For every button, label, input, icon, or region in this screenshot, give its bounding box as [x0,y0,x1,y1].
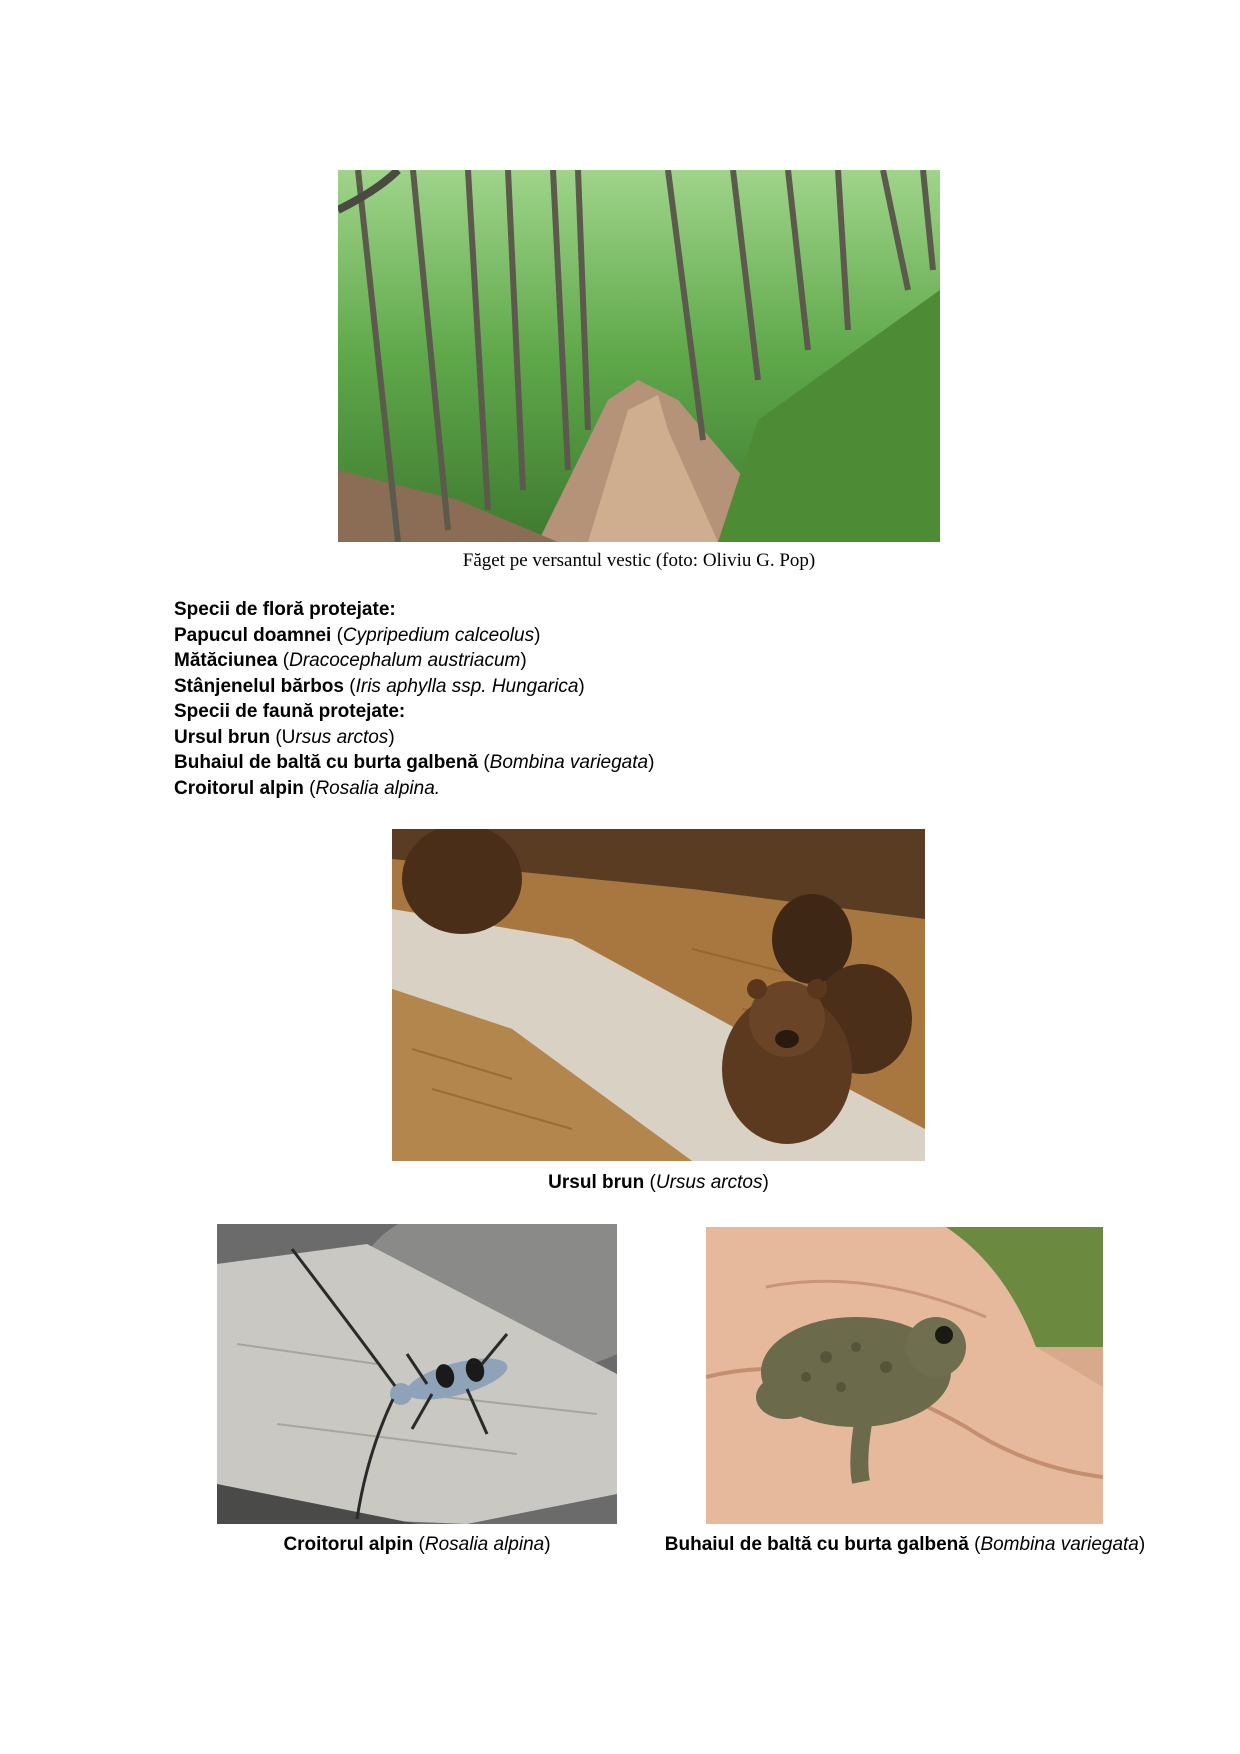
list-item: Buhaiul de baltă cu burta galbenă (Bombina variegata) [174,752,655,773]
species-list [174,597,654,801]
bear-photo [392,829,925,1161]
beetle-photo [217,1224,617,1524]
forest-caption: Făget pe versantul vestic (foto: Oliviu G. Pop) [462,550,816,571]
flora-heading: Specii de floră protejate: [174,599,396,620]
list-item: Stânjenelul bărbos (Iris aphylla ssp. Hungarica) [174,675,585,697]
list-item: Mătăciunea (Dracocephalum austriacum) [174,650,527,671]
list-item: Ursul brun (Ursus arctos) [174,726,395,748]
toad-photo [706,1227,1103,1524]
list-item: Papucul doamnei (Cypripedium calceolus) [174,624,541,646]
fauna-heading: Specii de faună protejate: [174,701,406,722]
bear-caption: Ursul brun (Ursus arctos) [548,1172,769,1193]
toad-caption: Buhaiul de baltă cu burta galbenă (Bombina variegata) [664,1534,1146,1555]
beetle-caption: Croitorul alpin (Rosalia alpina) [283,1534,551,1555]
list-item: Croitorul alpin (Rosalia alpina. [174,777,441,799]
forest-photo [338,170,940,542]
